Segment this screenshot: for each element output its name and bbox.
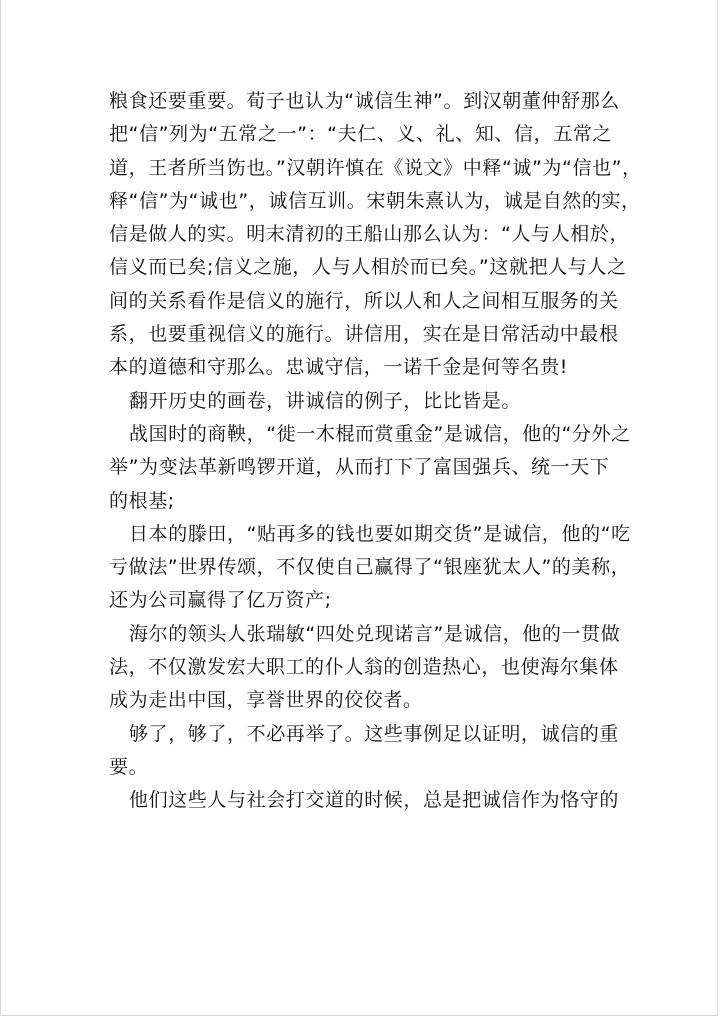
text-line: 海尔的领头人张瑞敏“四处兑现诺言”是诚信，他的一贯做 bbox=[129, 622, 621, 645]
body-text bbox=[109, 85, 642, 818]
text-line: 他们这些人与社会打交道的时候，总是把诚信作为恪守的 bbox=[129, 789, 620, 812]
text-line: 道，王者所当饬也。”汉朝许慎在《说文》中释“诚”为“信也”， bbox=[109, 156, 642, 179]
text-line: 日本的滕田，“贴再多的钱也要如期交货”是诚信，他的“吃 bbox=[129, 522, 631, 545]
text-line: 粮食还要重要。荀子也认为“诚信生神”。到汉朝董仲舒那么 bbox=[109, 90, 620, 112]
text-line: 成为走出中国，享誉世界的佼佼者。 bbox=[109, 689, 423, 712]
text-line: 的根基; bbox=[109, 489, 175, 512]
text-line: 释“信”为“诚也”，诚信互训。宋朝朱熹认为，诚是自然的实， bbox=[109, 189, 641, 212]
text-line: 信是做人的实。明末清初的王船山那么认为：“人与人相於， bbox=[109, 223, 630, 246]
text-line: 举”为变法革新鸣锣开道，从而打下了富国强兵、统一天下 bbox=[109, 456, 610, 479]
text-line: 信义而已矣;信义之施，人与人相於而已矣。”这就把人与人之 bbox=[109, 256, 627, 279]
text-line: 亏做法”世界传颂，不仅使自己赢得了“银座犹太人”的美称， bbox=[109, 556, 631, 579]
text-line: 把“信”列为“五常之一”：“夫仁、义、礼、知、信，五常之 bbox=[109, 123, 613, 146]
text-line: 间的关系看作是信义的施行，所以人和人之间相互服务的关 bbox=[109, 289, 619, 312]
text-line: 系，也要重视信义的施行。讲信用，实在是日常活动中最根 bbox=[109, 323, 619, 346]
text-line: 够了，够了，不必再举了。这些事例足以证明，诚信的重 bbox=[129, 722, 620, 745]
text-line: 本的道德和守那么。忠诚守信，一诺千金是何等名贵! bbox=[109, 356, 569, 379]
text-line: 翻开历史的画卷，讲诚信的例子，比比皆是。 bbox=[129, 389, 522, 412]
text-line: 还为公司赢得了亿万资产; bbox=[109, 589, 332, 612]
text-line: 要。 bbox=[109, 755, 149, 778]
text-line: 战国时的商鞅，“徙一木棍而赏重金”是诚信，他的“分外之 bbox=[129, 422, 631, 445]
text-line: 法，不仅激发宏大职工的仆人翁的创造热心，也使海尔集体 bbox=[109, 656, 619, 679]
